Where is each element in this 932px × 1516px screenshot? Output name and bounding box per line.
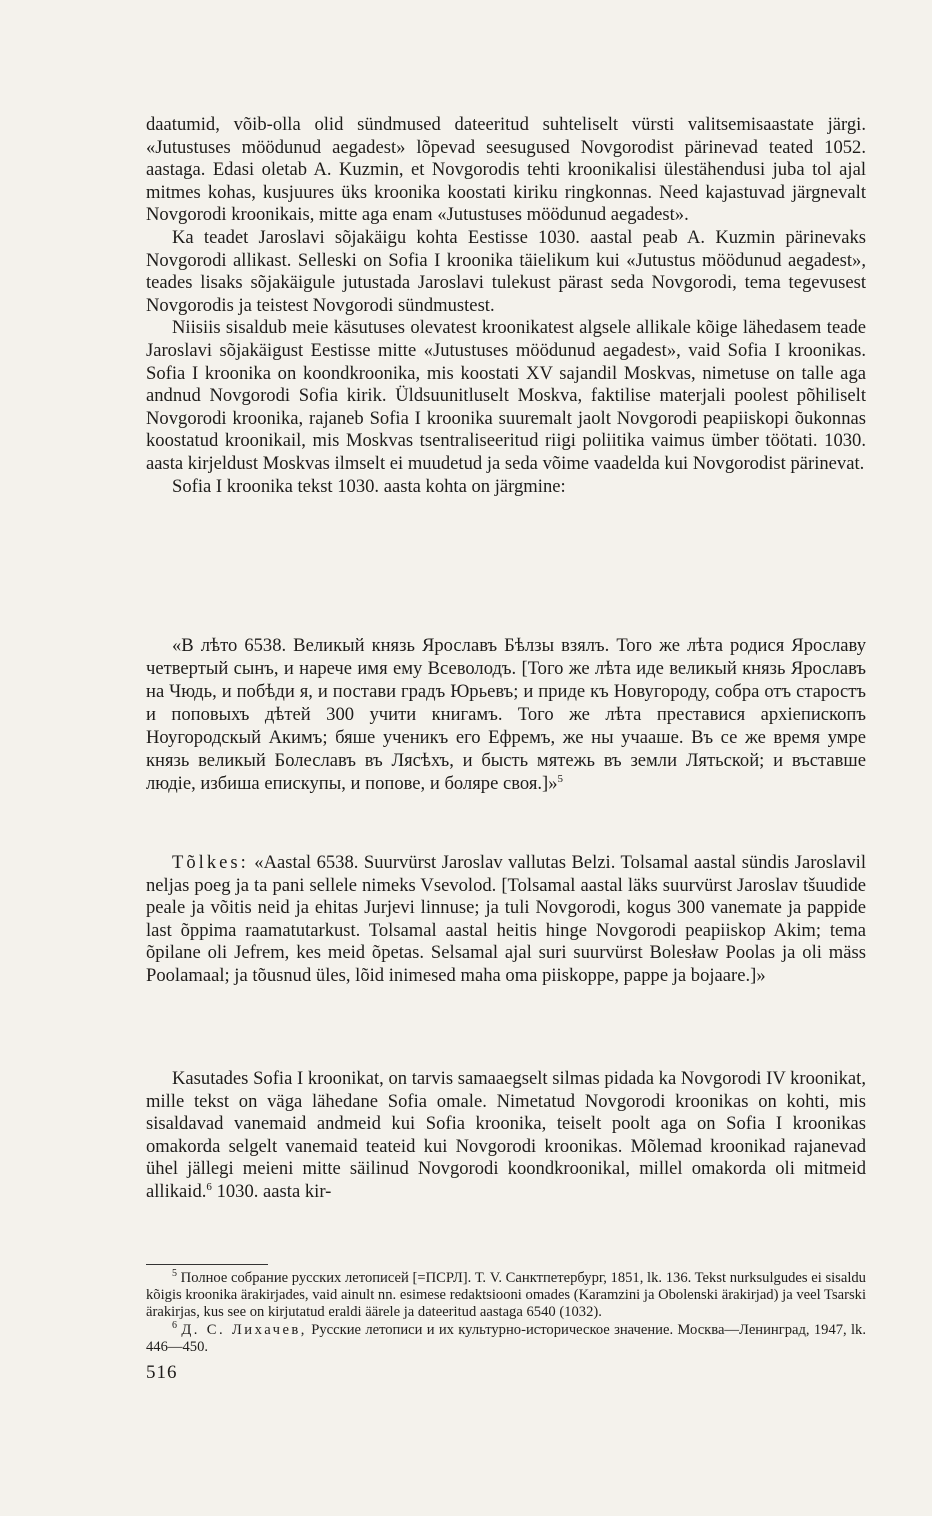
- footnotes: [146, 1270, 866, 1356]
- translation-paragraph: [146, 852, 866, 988]
- footnote-5: [146, 1270, 866, 1322]
- paragraph-1: daatumid, võib-olla olid sündmused dateeritud suhteliselt vürsti valitsemisaastate järgi. «Jutustuses möödunud aegadest» lõpevad seesugused Novgorodist pärinevad teated 1052. aastaga. Edasi oletab A. Kuzmin, et Novgorodis tehti kroonikalisi ülestähendusi juba tol ajal mitmes kohas, kusjuures üks kroonika koostati kiriku ringkonnas. Need kajastuvad järgnevalt Novgorodi kroonikais, mitte aga enam «Jutustuses möödunud aegadest».: [146, 114, 866, 226]
- footnote-6-number: 6: [172, 1319, 177, 1331]
- translation-block: [146, 852, 866, 988]
- footnote-divider: [146, 1264, 268, 1265]
- russian-quote-text: «В лѣто 6538. Великый князь Ярославъ Бѣлзы взялъ. Того же лѣта родися Ярославу четвертый сынъ, и нарече имя ему Всеволодъ. [Того же лѣта иде великый князь Ярославъ на Чюдь, и побѣди я, и постави градъ Юрьевъ; и приде къ Новугороду, собра отъ старостъ и поповыхъ дѣтей 300 учити книгамъ. Того же лѣта преставися архіепископъ Ноугородскый Акимъ; бяше ученикъ его Ефремъ, же ны учааше. Въ се же время умре князь великый Болеславъ въ Лясѣхъ, и бысть мятежь въ земли Лятьской; и въставше людіе, избиша епискупы, и попове, и боляре своя.]»: [146, 635, 866, 794]
- closing-block: [146, 1068, 866, 1204]
- paragraph-3: Niisiis sisaldub meie käsutuses olevatest kroonikatest algsele allikale kõige lähedasem teade Jaroslavi sõjakäigust Eestisse mitte «Jutustuses möödunud aegadest», vaid Sofia I kroonikas. Sofia I kroonika on koondkroonika, mis koostati XV sajandil Moskvas, nimetuse on talle aga andnud Novgorodi Sofia kirik. Üldsuunitluselt Moskva, faktilise materjali poolest põhiliselt Novgorodi kroonika, rajaneb Sofia I kroonika suuremalt jaolt Novgorodi peapiiskopi õukonnas koostatud kroonikail, mis Moskvas tsentraliseeritud riigi poliitika vaimus ümber töötati. 1030. aasta kirjeldust Moskvas ilmselt ei muudetud ja seda võime vaadelda kui Novgorodist pärinevat.: [146, 317, 866, 474]
- paragraph-2: Ka teadet Jaroslavi sõjakäigu kohta Eestisse 1030. aastal peab A. Kuzmin pärinevaks Novgorodi allikast. Selleski on Sofia I kroonika täielikum kui «Jutustus möödunud aegadest», teades lisaks sõjakäigule jutustada Jaroslavi tulekust pärast seda Novgorodi, tema tegevusest Novgorodis ja teistest Novgorodi sündmustest.: [146, 226, 866, 316]
- russian-quote-block: [146, 634, 866, 795]
- footnote-6-author: Д. С. Лихачев,: [181, 1321, 307, 1338]
- footnote-ref-5: 5: [557, 772, 564, 785]
- footnote-6: [146, 1319, 867, 1356]
- paragraph-4: Sofia I kroonika tekst 1030. aasta kohta on järgmine:: [172, 475, 566, 497]
- translation-text: «Aastal 6538. Suurvürst Jaroslav vallutas Belzi. Tolsamal aastal sündis Jaroslavil neljas poeg ja ta pani sellele nimeks Vsevolod. [Tolsamal aastal läks suurvürst Jaroslav tšuudide peale ja võitis neid ja ehitas Jurjevi linnuse; ja tuli Novgorodi, kogus 300 vanemate ja pappide last õppima raamatutarkust. Tolsamal aastal heitis hinge Novgorodi peapiiskop Akim; tema õpilane oli Jefrem, kes meid õpetas. Selsamal ajal suri suurvürst Bolesław Poolas ja oli mäss Poolamaal; ja tõusnud üles, lõid inimesed maha oma piiskoppe, pappe ja bojaare.]»: [146, 852, 866, 986]
- body-text-top: [146, 114, 866, 498]
- closing-text-end: 1030. aasta kir-: [211, 1180, 332, 1202]
- page-number: 516: [146, 1362, 178, 1383]
- footnote-6-text: Русские летописи и их культурно-историческое значение. Москва—Ленинград, 1947, lk. 446—450.: [146, 1321, 867, 1355]
- footnote-5-number: 5: [172, 1268, 177, 1280]
- footnote-5-text: Полное собрание русских летописей [=ПСРЛ]. Т. V. Санктпетербург, 1851, lk. 136. Tekst nurksulgudes ei sisaldu kõigis kroonika ärakirjades, vaid ainult nn. esimese redaktsiooni omades (Karamzini ja Obolenski ärakirjad) ja veel Tsarski ärakirjas, kus see on kirjutatud eraldi äärele ja dateeritud aastaga 6540 (1032).: [146, 1270, 866, 1321]
- russian-quote: [146, 634, 866, 795]
- closing-paragraph: [146, 1068, 866, 1204]
- closing-text: Kasutades Sofia I kroonikat, on tarvis samaaegselt silmas pidada ka Novgorodi IV kroonikat, mille tekst on väga lähedane Sofia omale. Nimetatud Novgorodi kroonikas on kohti, mis sisaldavad vanemaid andmeid kui Sofia kroonika, teiselt poolt aga on Sofia I kroonikas omakorda selgelt vanemaid teateid kui Novgorodi kroonikas. Mõlemad kroonikad rajanevad ühel jällegi meieni mitte säilinud Novgorodi koondkroonikal, millel omakorda oli mitmeid allikaid.: [146, 1068, 866, 1202]
- translation-label: Tõlkes:: [172, 852, 249, 873]
- footnote-ref-6: 6: [206, 1180, 212, 1193]
